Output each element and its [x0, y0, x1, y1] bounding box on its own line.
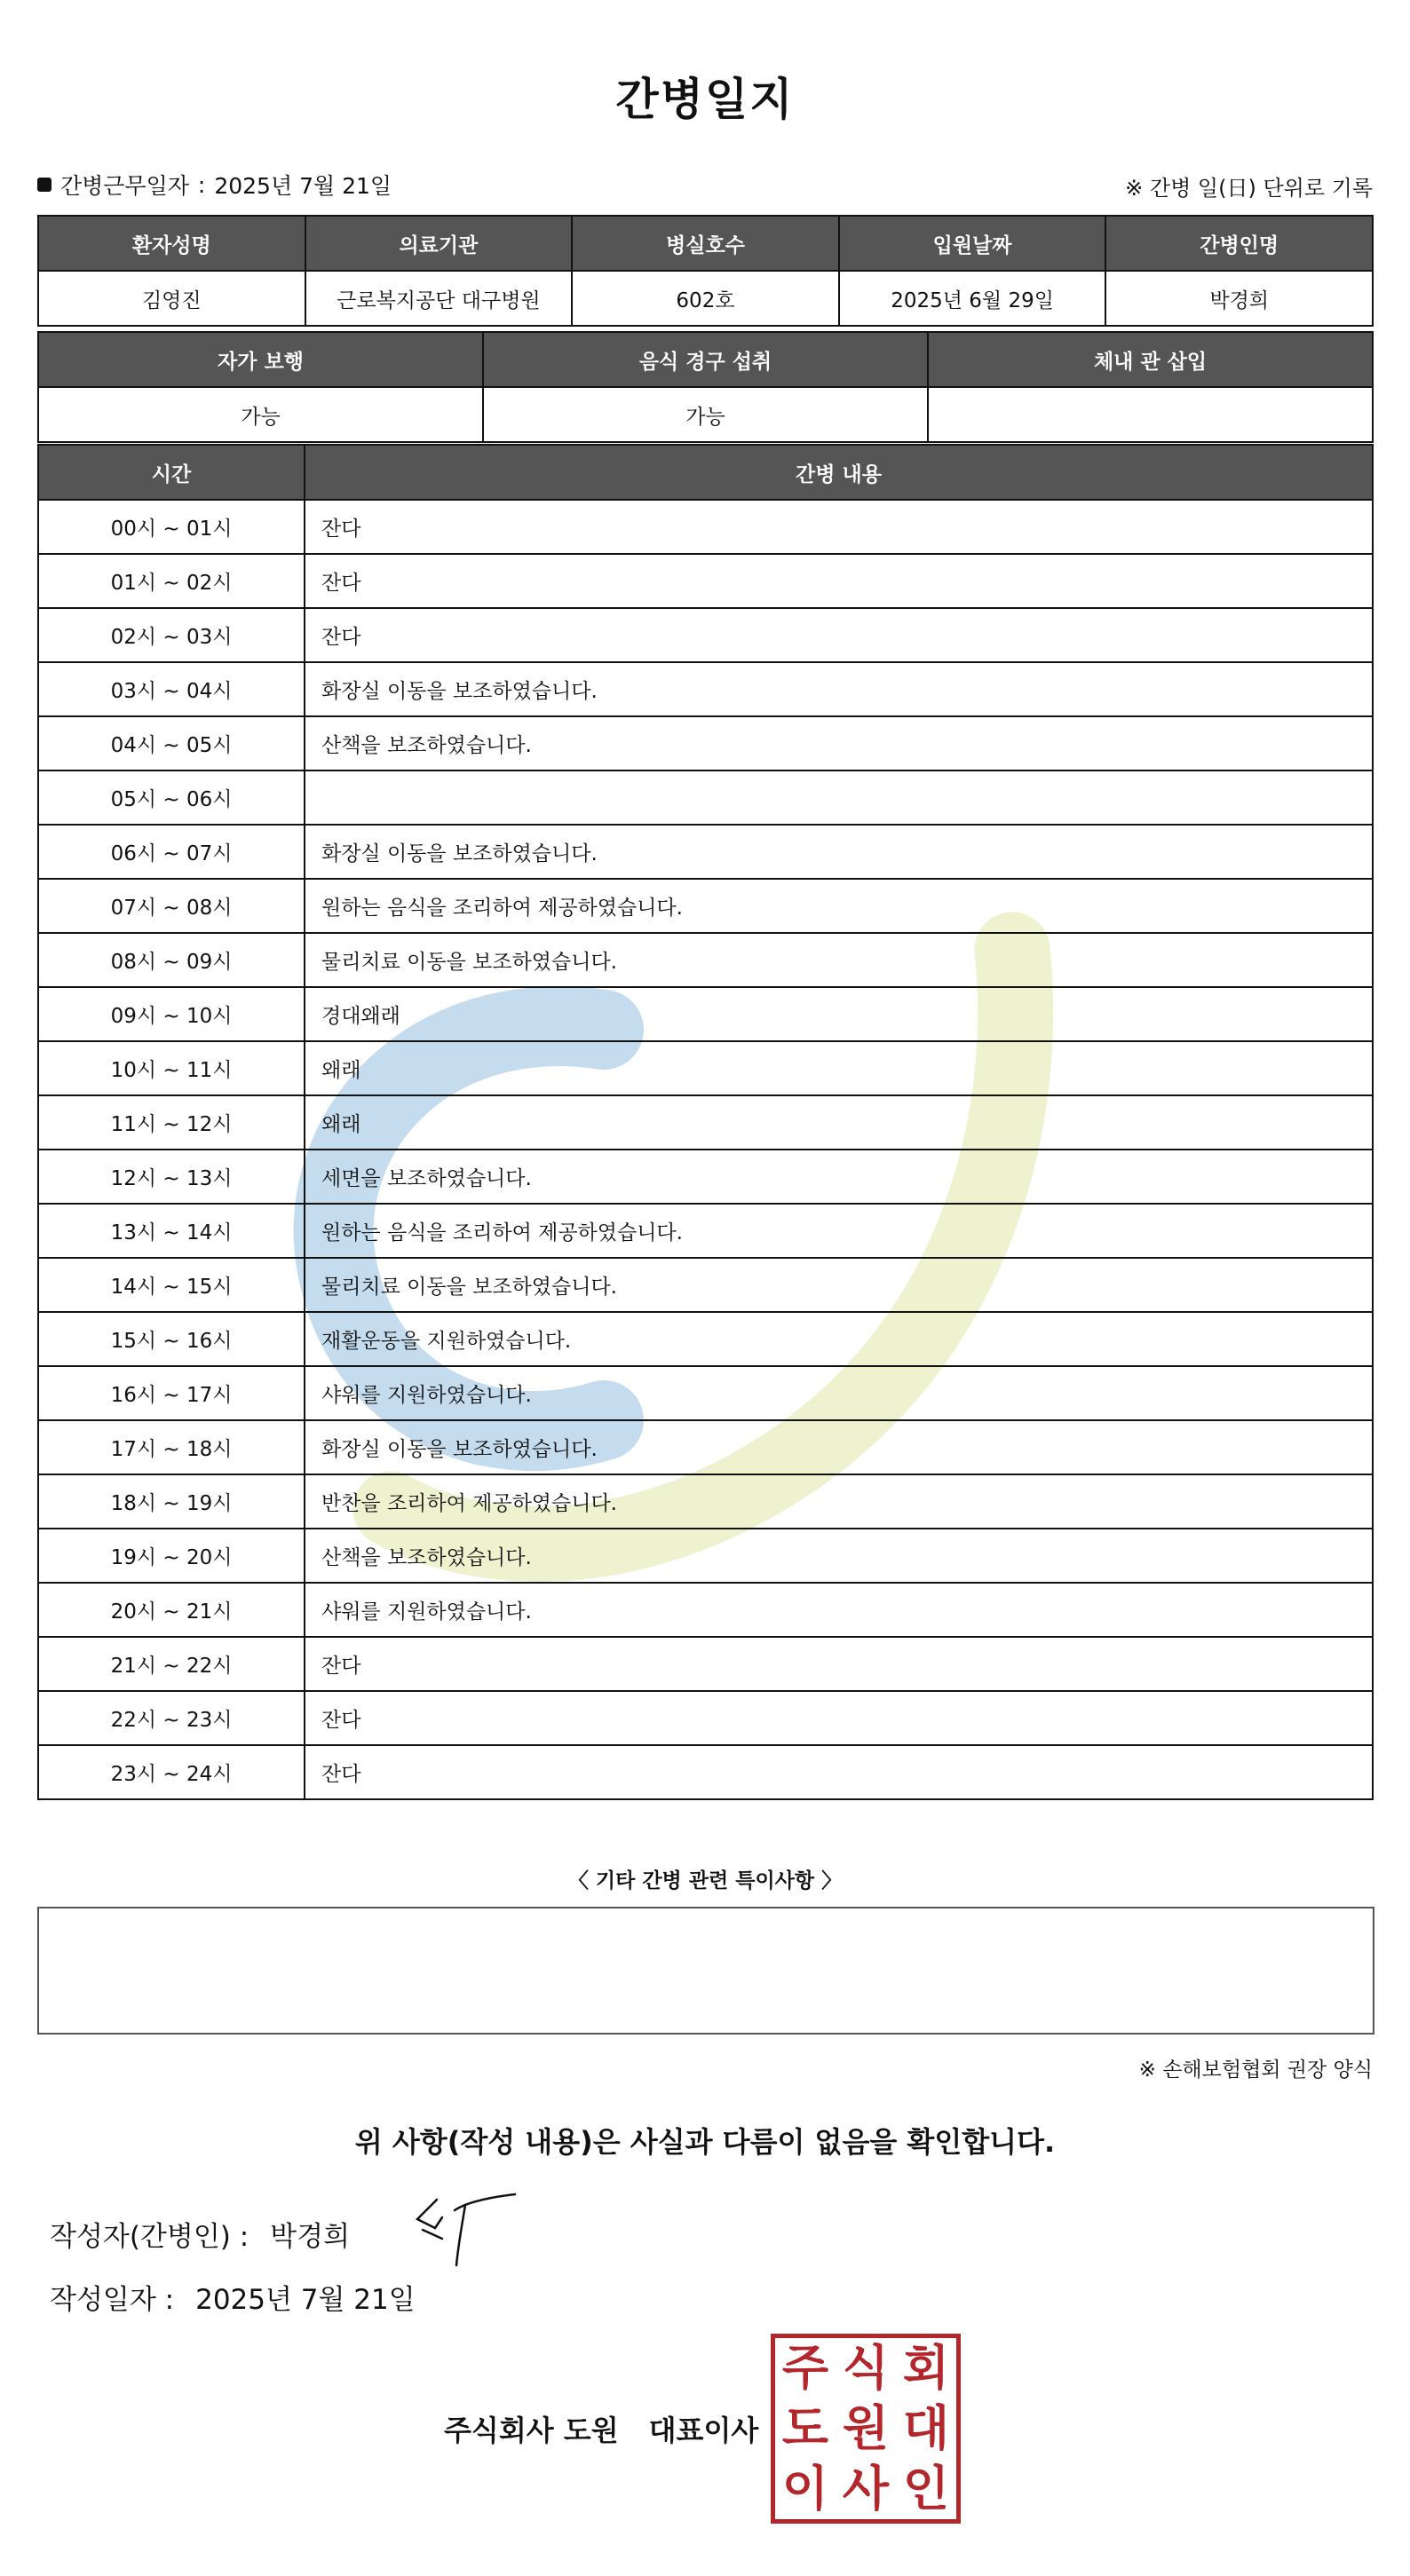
- log-time: 01시 ~ 02시: [38, 554, 305, 608]
- table-row: [38, 1637, 1373, 1691]
- special-notes-box: [37, 1907, 1374, 2035]
- log-time: 02시 ~ 03시: [38, 608, 305, 662]
- log-content: [305, 770, 1373, 825]
- log-content: 왜래: [305, 1095, 1373, 1150]
- log-content: 잔다: [305, 1637, 1373, 1691]
- header-self-walking: 자가 보행: [38, 332, 483, 387]
- log-content: 물리치료 이동을 보조하였습니다.: [305, 1258, 1373, 1312]
- log-time: 23시 ~ 24시: [38, 1745, 305, 1799]
- document-title: 간병일지: [615, 74, 795, 125]
- log-content: 잔다: [305, 608, 1373, 662]
- patient-status-table: [37, 331, 1374, 443]
- seal-char: 사: [842, 2461, 890, 2517]
- work-date-separator: :: [197, 171, 206, 198]
- log-content: 잔다: [305, 1745, 1373, 1799]
- special-notes-title: 〈 기타 간병 관련 특이사항 〉: [567, 1869, 843, 1892]
- admission-date: 2025년 6월 29일: [839, 271, 1106, 326]
- log-time: 20시 ~ 21시: [38, 1583, 305, 1637]
- patient-name: 김영진: [38, 271, 305, 326]
- log-content: 잔다: [305, 500, 1373, 554]
- company-representative: 대표이사: [648, 2414, 759, 2447]
- table-row: [38, 933, 1373, 987]
- header-care-content: 간병 내용: [305, 445, 1373, 500]
- log-time: 17시 ~ 18시: [38, 1420, 305, 1474]
- header-hospital: 의료기관: [305, 216, 573, 271]
- table-row: [38, 1474, 1373, 1529]
- table-row: [38, 608, 1373, 662]
- table-row: [38, 1204, 1373, 1258]
- caregiver-name: 박경희: [1105, 271, 1373, 326]
- table-row: [38, 1691, 1373, 1745]
- log-content: 세면을 보조하였습니다.: [305, 1150, 1373, 1204]
- table-row: [38, 1420, 1373, 1474]
- seal-grid: [771, 2334, 961, 2524]
- log-time: 05시 ~ 06시: [38, 770, 305, 825]
- bullet-square-icon: [37, 178, 51, 192]
- log-content: 잔다: [305, 554, 1373, 608]
- table-row: [38, 1366, 1373, 1420]
- written-date-value: 2025년 7월 21일: [195, 2284, 416, 2316]
- log-content: 산책을 보조하였습니다.: [305, 716, 1373, 770]
- work-date-label: 간병근무일자: [60, 173, 189, 199]
- log-time: 04시 ~ 05시: [38, 716, 305, 770]
- patient-info-table: [37, 215, 1374, 327]
- table-row: [38, 770, 1373, 825]
- table-row: [38, 1583, 1373, 1637]
- header-admission-date: 입원날짜: [839, 216, 1106, 271]
- written-date-label: 작성일자 :: [50, 2284, 175, 2316]
- writer-label: 작성자(간병인) :: [50, 2221, 250, 2253]
- table-row: [38, 716, 1373, 770]
- header-caregiver-name: 간병인명: [1105, 216, 1373, 271]
- log-content: 화장실 이동을 보조하였습니다.: [305, 825, 1373, 879]
- log-time: 13시 ~ 14시: [38, 1204, 305, 1258]
- company-line: [444, 2408, 758, 2449]
- log-content: 잔다: [305, 1691, 1373, 1745]
- work-date-line: [37, 169, 392, 201]
- header-room: 병실호수: [572, 216, 839, 271]
- care-log-body: [38, 500, 1373, 1799]
- header-oral-intake: 음식 경구 섭취: [483, 332, 928, 387]
- written-date-line: [50, 2277, 416, 2317]
- unit-note: ※ 간병 일(日) 단위로 기록: [1125, 176, 1373, 201]
- hospital-name: 근로복지공단 대구병원: [305, 271, 573, 326]
- log-content: 원하는 음식을 조리하여 제공하였습니다.: [305, 879, 1373, 933]
- log-content: 물리치료 이동을 보조하였습니다.: [305, 933, 1373, 987]
- table-row: [38, 1258, 1373, 1312]
- self-walking-value: 가능: [38, 387, 483, 442]
- table-row: [38, 1095, 1373, 1150]
- seal-char: 회: [902, 2340, 950, 2396]
- log-content: 산책을 보조하였습니다.: [305, 1529, 1373, 1583]
- log-content: 원하는 음식을 조리하여 제공하였습니다.: [305, 1204, 1373, 1258]
- log-content: 재활운동을 지원하였습니다.: [305, 1312, 1373, 1366]
- table-row: [38, 662, 1373, 716]
- log-content: 화장실 이동을 보조하였습니다.: [305, 1420, 1373, 1474]
- seal-char: 대: [902, 2400, 950, 2456]
- log-content: 샤워를 지원하였습니다.: [305, 1583, 1373, 1637]
- log-time: 16시 ~ 17시: [38, 1366, 305, 1420]
- log-time: 22시 ~ 23시: [38, 1691, 305, 1745]
- seal-char: 인: [902, 2461, 950, 2517]
- seal-char: 주: [781, 2340, 829, 2396]
- seal-char: 이: [781, 2461, 829, 2517]
- header-patient-name: 환자성명: [38, 216, 305, 271]
- seal-char: 도: [781, 2400, 829, 2456]
- company-name: 주식회사 도원: [444, 2414, 619, 2447]
- writer-line: [50, 2214, 350, 2254]
- table-row: [38, 1529, 1373, 1583]
- log-content: 샤워를 지원하였습니다.: [305, 1366, 1373, 1420]
- log-time: 14시 ~ 15시: [38, 1258, 305, 1312]
- company-seal-icon: [767, 2330, 964, 2527]
- seal-char: 식: [842, 2340, 890, 2396]
- work-date-value: 2025년 7월 21일: [214, 173, 392, 199]
- log-time: 11시 ~ 12시: [38, 1095, 305, 1150]
- writer-name: 박경희: [270, 2221, 351, 2253]
- log-time: 07시 ~ 08시: [38, 879, 305, 933]
- log-time: 21시 ~ 22시: [38, 1637, 305, 1691]
- log-time: 15시 ~ 16시: [38, 1312, 305, 1366]
- log-time: 00시 ~ 01시: [38, 500, 305, 554]
- care-log-table: [37, 444, 1374, 1800]
- table-row: [38, 987, 1373, 1041]
- log-time: 06시 ~ 07시: [38, 825, 305, 879]
- table-row: [38, 825, 1373, 879]
- log-content: 화장실 이동을 보조하였습니다.: [305, 662, 1373, 716]
- signature-icon: [410, 2191, 535, 2271]
- log-time: 03시 ~ 04시: [38, 662, 305, 716]
- log-time: 09시 ~ 10시: [38, 987, 305, 1041]
- log-content: 경대왜래: [305, 987, 1373, 1041]
- table-row: [38, 554, 1373, 608]
- log-time: 19시 ~ 20시: [38, 1529, 305, 1583]
- room-number: 602호: [572, 271, 839, 326]
- log-time: 08시 ~ 09시: [38, 933, 305, 987]
- header-tube-insertion: 체내 관 삽입: [928, 332, 1373, 387]
- log-time: 18시 ~ 19시: [38, 1474, 305, 1529]
- seal-char: 원: [842, 2400, 890, 2456]
- table-row: [38, 1150, 1373, 1204]
- header-time: 시간: [38, 445, 305, 500]
- form-note: ※ 손해보험협회 권장 양식: [1138, 2058, 1373, 2082]
- table-row: [38, 1745, 1373, 1799]
- table-row: [38, 1041, 1373, 1095]
- table-row: [38, 500, 1373, 554]
- log-time: 12시 ~ 13시: [38, 1150, 305, 1204]
- log-time: 10시 ~ 11시: [38, 1041, 305, 1095]
- table-row: [38, 1312, 1373, 1366]
- tube-insertion-value: [928, 387, 1373, 442]
- confirmation-statement: 위 사항(작성 내용)은 사실과 다름이 없음을 확인합니다.: [354, 2125, 1056, 2159]
- oral-intake-value: 가능: [483, 387, 928, 442]
- table-row: [38, 879, 1373, 933]
- log-content: 반찬을 조리하여 제공하였습니다.: [305, 1474, 1373, 1529]
- log-content: 왜래: [305, 1041, 1373, 1095]
